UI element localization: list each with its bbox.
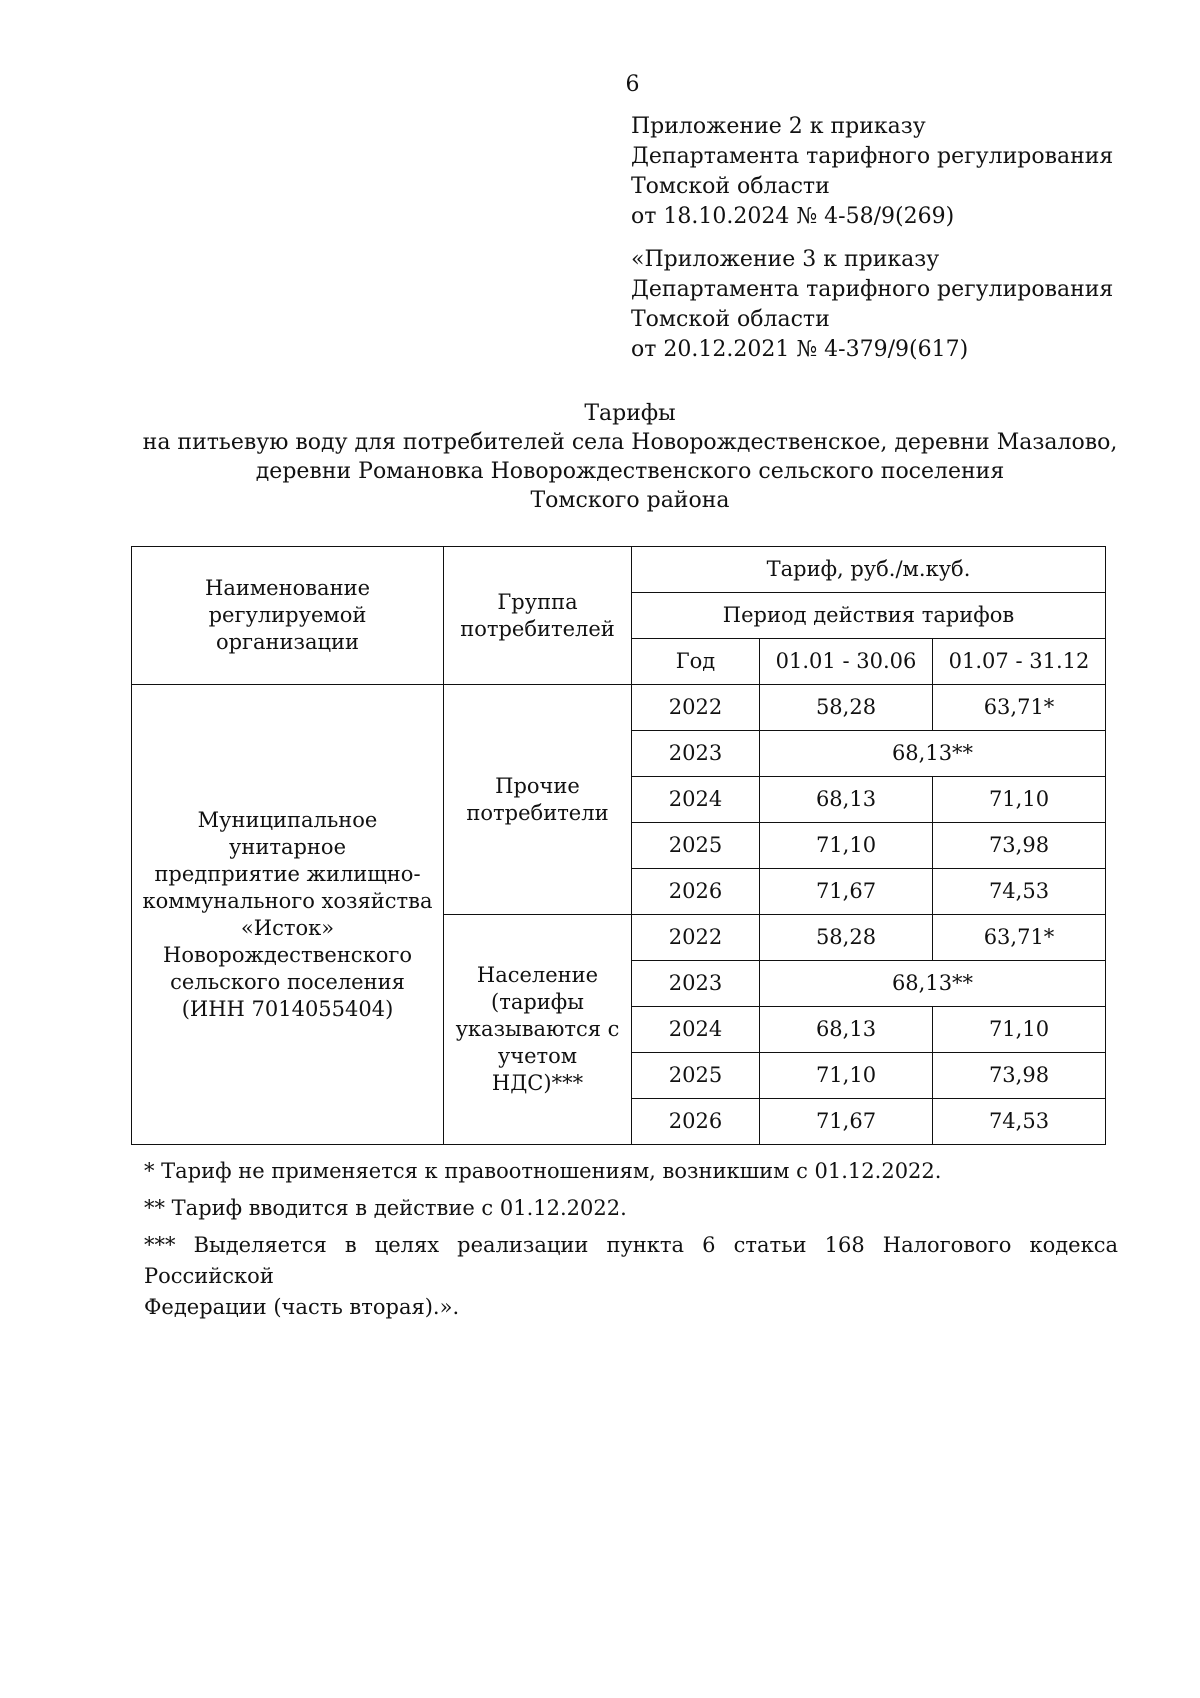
header-tariff: Тариф, руб./м.куб. (632, 547, 1106, 593)
value-cell: 71,10 (933, 1007, 1106, 1053)
year-cell: 2025 (632, 1053, 760, 1099)
value-cell: 71,10 (933, 777, 1106, 823)
appendix-line: Томской области (631, 307, 830, 332)
header-half1: 01.01 - 30.06 (760, 639, 933, 685)
appendix-line: Департамента тарифного регулирования (631, 144, 1114, 169)
group-line: указываются с (455, 1017, 620, 1041)
header-period: Период действия тарифов (632, 593, 1106, 639)
group-line: потребители (466, 800, 609, 825)
title-line: Тарифы (584, 401, 676, 426)
header-half2: 01.07 - 31.12 (933, 639, 1106, 685)
table-row (132, 685, 1106, 731)
group-line: Прочие (495, 773, 580, 798)
year-cell: 2025 (632, 823, 760, 869)
org-line: коммунального хозяйства (142, 888, 433, 913)
value-cell: 71,10 (760, 823, 933, 869)
group-line: (тарифы (491, 990, 584, 1014)
year-cell: 2023 (632, 961, 760, 1007)
group-line: учетом (497, 1044, 578, 1068)
appendix-line: Томской области (631, 174, 830, 199)
appendix-line: «Приложение 3 к приказу (631, 247, 940, 272)
title-line: Томского района (530, 488, 730, 513)
org-line: Муниципальное унитарное (197, 807, 378, 859)
header-group: Группа потребителей (444, 547, 632, 685)
footnote-1: * Тариф не применяется к правоотношениям, возникшим с 01.12.2022. (144, 1159, 942, 1183)
value-cell: 71,67 (760, 1099, 933, 1145)
value-cell: 68,13 (760, 777, 933, 823)
value-cell: 63,71* (933, 915, 1106, 961)
value-cell: 58,28 (760, 915, 933, 961)
appendix-line: от 18.10.2024 № 4-58/9(269) (631, 204, 955, 229)
org-line: сельского поселения (170, 969, 405, 994)
value-cell: 71,10 (760, 1053, 933, 1099)
appendix-line: Департамента тарифного регулирования (631, 277, 1114, 302)
value-cell: 73,98 (933, 823, 1106, 869)
appendix-previous-header (631, 245, 1113, 365)
appendix-line: Приложение 2 к приказу (631, 114, 926, 139)
year-cell: 2026 (632, 1099, 760, 1145)
title-line: на питьевую воду для потребителей села Новорождественское, деревни Мазалово, (142, 430, 1118, 455)
year-cell: 2023 (632, 731, 760, 777)
value-cell: 74,53 (933, 1099, 1106, 1145)
org-line: Новорождественского (163, 942, 412, 967)
appendix-line: от 20.12.2021 № 4-379/9(617) (631, 337, 969, 362)
footnote-3-line: Федерации (часть вторая).». (144, 1295, 460, 1319)
year-cell: 2022 (632, 915, 760, 961)
group-population (444, 915, 632, 1145)
footnote-2: ** Тариф вводится в действие с 01.12.2022. (144, 1196, 627, 1220)
group-line: Население (476, 963, 599, 987)
org-line: предприятие жилищно- (154, 861, 421, 886)
org-line: «Исток» (240, 915, 335, 940)
page-number: 6 (625, 72, 640, 97)
value-cell-merged: 68,13** (760, 731, 1106, 777)
value-cell-merged: 68,13** (760, 961, 1106, 1007)
organization-name (132, 685, 444, 1145)
tariff-table (131, 546, 1106, 1145)
value-cell: 58,28 (760, 685, 933, 731)
value-cell: 71,67 (760, 869, 933, 915)
title-line: деревни Романовка Новорождественского сельского поселения (255, 459, 1005, 484)
year-cell: 2024 (632, 777, 760, 823)
value-cell: 63,71* (933, 685, 1106, 731)
header-org: Наименование регулируемой организации (132, 547, 444, 685)
value-cell: 74,53 (933, 869, 1106, 915)
org-line: (ИНН 7014055404) (181, 996, 394, 1021)
footnote-3 (144, 1230, 1118, 1323)
group-line: НДС)*** (491, 1071, 584, 1095)
appendix-current-header (631, 112, 1113, 232)
document-title (130, 399, 1130, 515)
year-cell: 2022 (632, 685, 760, 731)
header-year: Год (632, 639, 760, 685)
group-other (444, 685, 632, 915)
footnote-3-line: *** Выделяется в целях реализации пункта 6 статьи 168 Налогового кодекса Российской (144, 1233, 1118, 1288)
year-cell: 2026 (632, 869, 760, 915)
value-cell: 68,13 (760, 1007, 933, 1053)
value-cell: 73,98 (933, 1053, 1106, 1099)
year-cell: 2024 (632, 1007, 760, 1053)
